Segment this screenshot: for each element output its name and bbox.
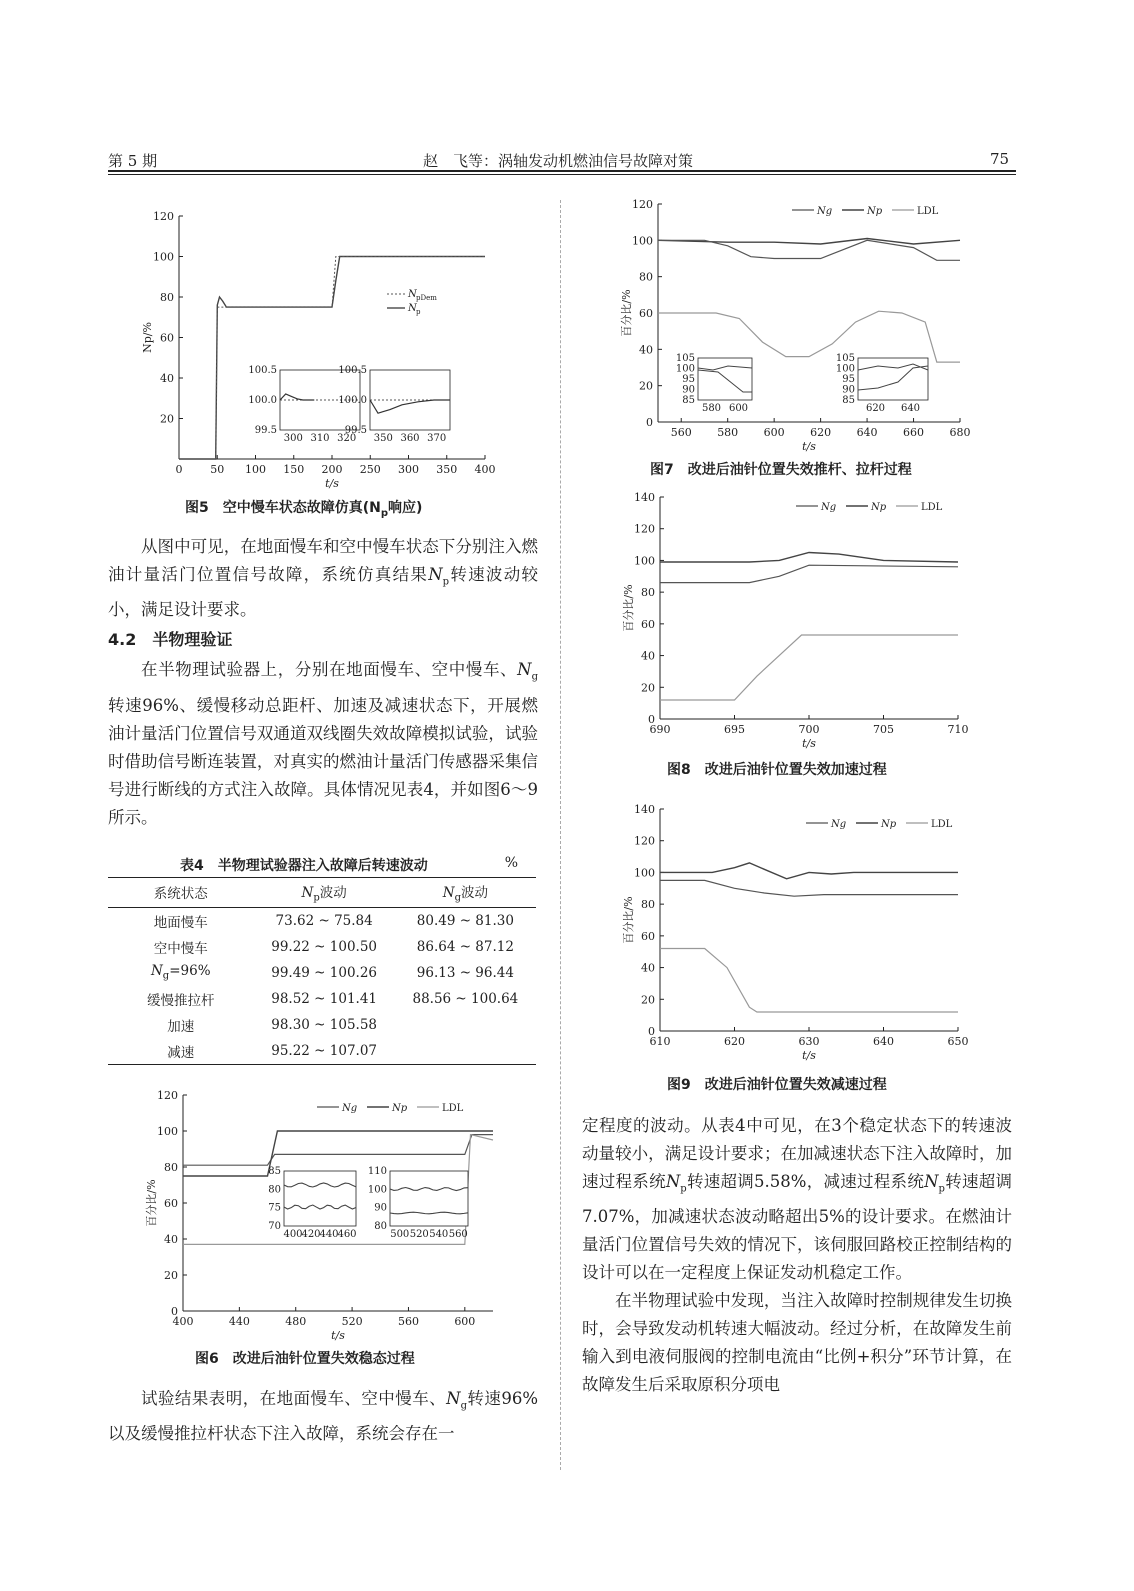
inset-y-tick-label: 100.0 <box>248 395 277 406</box>
y-axis-label: 百分比/% <box>620 289 633 337</box>
inset-y-tick-label: 100 <box>367 1184 387 1196</box>
inset-y-tick-label: 100.0 <box>338 395 367 406</box>
x-tick-label: 600 <box>454 1315 476 1328</box>
y-tick-label: 60 <box>160 331 174 345</box>
inset-y-tick-label: 85 <box>682 395 695 406</box>
x-tick-label: 620 <box>810 426 832 439</box>
inset-x-tick-label: 440 <box>319 1229 339 1240</box>
x-tick-label: 700 <box>798 723 820 736</box>
legend-label: Np <box>867 206 883 217</box>
paragraph: 在半物理试验中发现，当注入故障时控制规律发生切换时，会导致发动机转速大幅波动。经过分析，在故障发生前输入到电液伺服阀的控制电流由“比例+积分”环节计算，在故障发生后采取原积分项电 <box>582 1291 1012 1395</box>
inset-frame <box>284 1171 356 1226</box>
inset-frame <box>858 358 928 400</box>
legend-label: N <box>408 289 417 300</box>
x-tick-label: 680 <box>949 426 971 439</box>
inset-y-tick-label: 99.5 <box>254 425 277 436</box>
x-tick-label: 400 <box>172 1315 194 1328</box>
inset-y-tick-label: 95 <box>682 374 695 385</box>
y-tick-label: 100 <box>634 554 655 568</box>
column-divider <box>560 200 561 1470</box>
x-tick-label: 440 <box>228 1315 250 1328</box>
inset-y-tick-label: 100 <box>835 363 855 375</box>
inset-y-tick-label: 90 <box>682 384 695 396</box>
series-line-N_g <box>183 1135 493 1166</box>
legend-label: Ng <box>817 206 833 217</box>
inset-y-tick-label: 70 <box>268 1221 281 1232</box>
legend-label: Np <box>392 1103 408 1114</box>
x-tick-label: 690 <box>649 723 671 736</box>
inset-y-tick-label: 85 <box>268 1166 281 1177</box>
x-axis-label: t/s <box>802 440 816 452</box>
y-tick-label: 40 <box>641 961 655 975</box>
y-tick-label: 80 <box>639 270 653 284</box>
running-title: 赵 飞等：涡轴发动机燃油信号故障对策 <box>423 152 694 170</box>
right-column-text <box>582 1112 1012 1399</box>
paragraph: 在半物理试验器上，分别在地面慢车、空中慢车、$N_g$转速96%、缓慢移动总距杆、加速及减速状态下，开展燃油计量活门位置信号双通道双线圈失效故障模拟试验，试验时借助信号断连装置，对真实的燃油计量活门传感器采集信号进行断线的方式注入故障。具体情况见表4，并如图6～9所示。 <box>108 660 538 827</box>
legend-label: LDL <box>442 1103 464 1114</box>
inset-y-tick-label: 105 <box>675 353 695 364</box>
series-line-N_p <box>660 553 958 563</box>
x-tick-label: 0 <box>175 463 183 476</box>
inset-y-tick-label: 100 <box>675 363 695 375</box>
y-tick-label: 80 <box>164 1161 178 1174</box>
table-header-row: 系统状态 $N_p$波动 $N_g$波动 <box>108 878 536 907</box>
paragraph: 从图中可见，在地面慢车和空中慢车状态下分别注入燃油计量活门位置信号故障，系统仿真结果$N_p$转速波动较小，满足设计要求。 <box>108 537 539 620</box>
inset-x-tick-label: 420 <box>301 1229 321 1240</box>
y-tick-label: 100 <box>632 234 653 248</box>
figure-7-caption: 图7 改进后油针位置失效推杆、拉杆过程 <box>650 462 912 478</box>
x-tick-label: 480 <box>285 1315 307 1328</box>
table-row: 缓慢推拉杆 98.52 ~ 101.41 88.56 ~ 100.64 <box>147 990 519 1009</box>
y-tick-label: 20 <box>160 412 174 426</box>
table-4 <box>108 855 536 1065</box>
x-axis-label: t/s <box>802 737 816 750</box>
x-tick-label: 350 <box>436 463 458 476</box>
inset-x-tick-label: 560 <box>448 1229 468 1240</box>
series-line-LDL <box>658 311 960 362</box>
series-line-LDL <box>660 949 958 1013</box>
x-tick-label: 520 <box>341 1315 363 1328</box>
paragraph: 定程度的波动。从表4中可见，在3个稳定状态下的转速波动量较小，满足设计要求；在加减速状态下注入故障时，加速过程系统$N_p$转速超调5.58%，减速过程系统$N_p$转速超调7.07%，加减速状态波动略超出5%的设计要求。在燃油计量活门位置信号失效的情况下，该伺服回路校正控制结构的设计可以在一定程度上保证发动机稳定工作。 <box>582 1116 1013 1283</box>
y-tick-label: 40 <box>160 372 174 385</box>
inset-y-tick-label: 100.5 <box>248 365 277 376</box>
table-title: 表4 半物理试验器注入故障后转速波动 <box>180 858 428 874</box>
y-tick-label: 20 <box>641 681 655 695</box>
figure-6-chart <box>135 1085 535 1345</box>
x-tick-label: 640 <box>856 426 878 439</box>
x-tick-label: 650 <box>947 1035 969 1048</box>
inset-frame <box>390 1171 468 1226</box>
x-tick-label: 200 <box>321 463 343 476</box>
series-line-N_g <box>660 880 958 896</box>
y-tick-label: 40 <box>641 649 655 663</box>
legend-label: Ng <box>831 819 847 830</box>
header-rule-thin <box>108 174 1016 175</box>
x-axis-label: t/s <box>325 477 339 490</box>
inset-x-tick-label: 640 <box>900 403 921 414</box>
figure-5-caption: 图5 空中慢车状态故障仿真($N_p$响应) <box>185 500 423 519</box>
legend-label: Ng <box>821 502 837 513</box>
x-tick-label: 640 <box>873 1035 894 1048</box>
inset-y-tick-label: 90 <box>842 384 855 396</box>
legend-label: Ng <box>342 1103 358 1114</box>
header-rule <box>108 170 1016 172</box>
x-axis-label: t/s <box>802 1049 816 1062</box>
figure-5-chart <box>135 198 535 498</box>
y-tick-label: 20 <box>639 379 653 393</box>
x-tick-label: 620 <box>724 1035 745 1048</box>
x-tick-label: 50 <box>210 463 225 476</box>
figure-7-chart <box>610 192 1010 452</box>
x-tick-label: 250 <box>359 463 381 476</box>
y-axis-label: 百分比/% <box>622 896 635 944</box>
y-tick-label: 60 <box>641 617 655 631</box>
table-row: 地面慢车 73.62 ~ 75.84 80.49 ~ 81.30 <box>153 912 514 931</box>
x-tick-label: 610 <box>649 1035 671 1048</box>
inset-y-tick-label: 75 <box>268 1202 281 1214</box>
section-heading: 4.2 半物理验证 <box>108 630 233 650</box>
y-tick-label: 0 <box>171 1305 178 1318</box>
inset-y-tick-label: 80 <box>374 1221 387 1232</box>
y-tick-label: 60 <box>641 929 655 943</box>
table-row: $N_g=96\%$ 99.49 ~ 100.26 96.13 ~ 96.44 <box>150 963 514 983</box>
y-tick-label: 40 <box>164 1233 178 1246</box>
x-tick-label: 580 <box>717 426 739 439</box>
y-tick-label: 20 <box>641 993 655 1007</box>
legend-label: Np <box>871 502 887 513</box>
issue-number: 第 5 期 <box>108 152 158 170</box>
inset-frame <box>698 358 752 400</box>
y-tick-label: 120 <box>634 522 655 536</box>
inset-y-tick-label: 95 <box>842 374 855 385</box>
inset-y-tick-label: 110 <box>367 1166 387 1177</box>
inset-x-tick-label: 320 <box>337 433 357 444</box>
left-column-text <box>108 533 538 832</box>
y-tick-label: 120 <box>157 1089 178 1102</box>
inset-y-tick-label: 105 <box>835 353 855 364</box>
y-tick-label: 0 <box>648 713 655 726</box>
x-tick-label: 695 <box>724 723 745 736</box>
inset-x-tick-label: 460 <box>337 1229 357 1240</box>
inset-y-tick-label: 100.5 <box>338 365 367 376</box>
legend-label: Np <box>881 819 897 830</box>
x-tick-label: 300 <box>398 463 419 476</box>
y-tick-label: 100 <box>634 866 655 880</box>
inset-x-tick-label: 540 <box>429 1229 449 1240</box>
figure-8-caption: 图8 改进后油针位置失效加速过程 <box>667 762 887 778</box>
series-line-N_p <box>660 863 958 879</box>
x-tick-label: 400 <box>474 463 496 476</box>
inset-y-tick-label: 90 <box>374 1202 387 1214</box>
y-tick-label: 40 <box>639 343 653 357</box>
paragraph: 试验结果表明，在地面慢车、空中慢车、$N_g$转速96%以及缓慢推拉杆状态下注入故障，系统会存在一 <box>108 1389 538 1444</box>
figure-9-caption: 图9 改进后油针位置失效减速过程 <box>667 1077 887 1093</box>
y-tick-label: 0 <box>646 416 653 429</box>
y-tick-label: 80 <box>160 291 174 304</box>
series-line-LDL <box>660 635 958 700</box>
left-column-bottom-text <box>108 1385 538 1448</box>
table-row: 加速 98.30 ~ 105.58 <box>167 1016 378 1035</box>
y-tick-label: 80 <box>641 586 655 600</box>
figure-6-caption: 图6 改进后油针位置失效稳态过程 <box>195 1351 415 1367</box>
inset-x-tick-label: 520 <box>409 1229 429 1240</box>
legend-label: LDL <box>921 502 943 513</box>
y-tick-label: 120 <box>632 198 653 211</box>
y-tick-label: 140 <box>634 491 655 504</box>
legend-label: p <box>416 308 421 316</box>
y-tick-label: 60 <box>639 307 653 320</box>
inset-x-tick-label: 600 <box>728 403 749 414</box>
y-tick-label: 0 <box>648 1025 655 1038</box>
y-tick-label: 60 <box>164 1197 178 1210</box>
series-line-N_p <box>658 239 960 245</box>
y-tick-label: 80 <box>641 898 655 912</box>
x-tick-label: 630 <box>798 1035 820 1048</box>
y-tick-label: 120 <box>634 834 655 848</box>
table-row: 减速 95.22 ~ 107.07 <box>167 1042 378 1061</box>
inset-y-tick-label: 85 <box>842 395 855 406</box>
x-tick-label: 560 <box>397 1315 419 1328</box>
x-tick-label: 660 <box>903 426 925 439</box>
x-tick-label: 150 <box>283 463 305 476</box>
inset-y-tick-label: 80 <box>268 1184 281 1196</box>
inset-x-tick-label: 620 <box>865 403 886 414</box>
table-unit: % <box>504 855 518 871</box>
y-axis-label: Np/% <box>141 322 154 353</box>
x-axis-label: t/s <box>331 1329 345 1342</box>
inset-x-tick-label: 360 <box>400 433 420 444</box>
x-tick-label: 100 <box>245 463 266 476</box>
y-tick-label: 100 <box>157 1125 178 1138</box>
inset-x-tick-label: 300 <box>283 433 303 444</box>
figure-9-chart <box>610 797 1010 1067</box>
y-tick-label: 100 <box>153 250 174 264</box>
legend-label: pDem <box>416 294 437 302</box>
x-tick-label: 600 <box>763 426 785 439</box>
legend-label: LDL <box>917 206 939 217</box>
series-line-N_p <box>183 1131 493 1176</box>
page-number: 75 <box>990 150 1010 168</box>
y-tick-label: 20 <box>164 1269 178 1282</box>
y-tick-label: 140 <box>634 803 655 816</box>
series-line-N_g <box>660 565 958 582</box>
inset-x-tick-label: 400 <box>283 1229 303 1240</box>
table-row: 空中慢车 99.22 ~ 100.50 86.64 ~ 87.12 <box>153 938 514 957</box>
x-tick-label: 560 <box>670 426 692 439</box>
legend-label: LDL <box>931 819 953 830</box>
figure-8-chart <box>610 485 1010 750</box>
data-table <box>108 878 536 1064</box>
inset-x-tick-label: 500 <box>390 1229 410 1240</box>
inset-x-tick-label: 370 <box>427 433 447 444</box>
inset-y-tick-label: 99.5 <box>344 425 367 436</box>
inset-x-tick-label: 350 <box>373 433 393 444</box>
inset-x-tick-label: 310 <box>310 433 330 444</box>
y-axis-label: 百分比/% <box>145 1179 158 1227</box>
x-tick-label: 710 <box>947 723 969 736</box>
legend-label: N <box>408 303 417 314</box>
inset-x-tick-label: 580 <box>701 403 722 414</box>
y-tick-label: 120 <box>153 210 174 223</box>
x-tick-label: 705 <box>873 723 894 736</box>
y-axis-label: 百分比/% <box>622 584 635 632</box>
